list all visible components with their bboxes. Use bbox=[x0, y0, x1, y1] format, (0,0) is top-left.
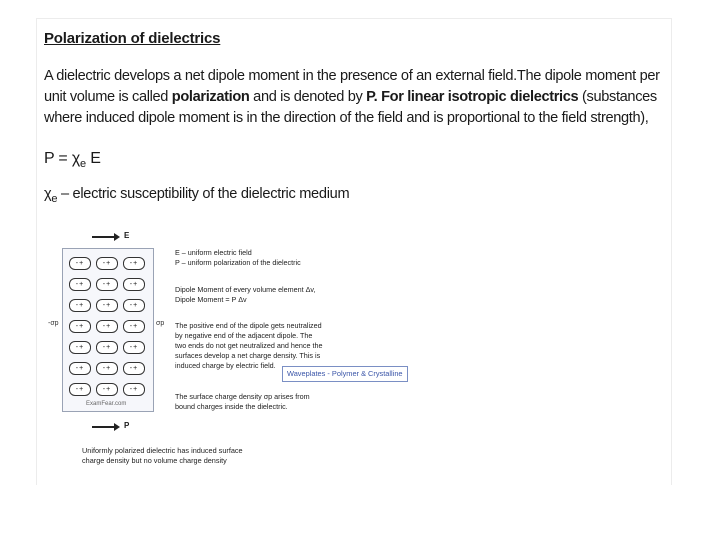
definition-paragraph bbox=[44, 66, 666, 129]
note-surface-1: The surface charge density σp arises from bbox=[175, 392, 310, 401]
dipole-icon: -+ bbox=[69, 257, 91, 270]
polarization-equation bbox=[44, 150, 101, 170]
polarization-arrow-icon bbox=[92, 426, 118, 428]
equation-sub: e bbox=[80, 158, 86, 171]
caption-line-1: Uniformly polarized dielectric has induced surface bbox=[82, 446, 243, 455]
dipole-icon: -+ bbox=[69, 362, 91, 375]
dipole-icon: -+ bbox=[96, 278, 118, 291]
dipole-icon: -+ bbox=[69, 320, 91, 333]
caption-line-2: charge density but no volume charge density bbox=[82, 455, 227, 465]
dipole-icon: -+ bbox=[69, 278, 91, 291]
chi-sub: e bbox=[51, 192, 58, 205]
left-charge-label: -σp bbox=[48, 320, 59, 327]
note-ends-3: two ends do not get neutralized and hence the bbox=[175, 341, 323, 350]
note-ends-2: by negative end of the adjacent dipole. The bbox=[175, 331, 313, 340]
chi-text: – electric susceptibility of the dielectric medium bbox=[57, 186, 350, 202]
equation-lhs: P = χ bbox=[44, 150, 81, 167]
note-ends-4: surfaces develop a net charge density. This is bbox=[175, 351, 321, 360]
equation-rhs: E bbox=[85, 150, 101, 167]
field-arrow-label: E bbox=[124, 231, 130, 240]
note-ends-5: induced charge by electric field. bbox=[175, 361, 276, 370]
right-charge-label: σp bbox=[156, 320, 165, 327]
field-arrow-icon bbox=[92, 236, 118, 238]
note-surface-2: bound charges inside the dielectric. bbox=[175, 402, 288, 411]
polarization-arrow-label: P bbox=[124, 421, 130, 430]
note-dipole-1: Dipole Moment of every volume element Δv, bbox=[175, 285, 316, 294]
dipole-icon: -+ bbox=[96, 341, 118, 354]
dipole-icon: -+ bbox=[69, 299, 91, 312]
dipole-icon: -+ bbox=[123, 383, 145, 396]
watermark: ExamFear.com bbox=[86, 401, 127, 407]
dipole-icon: -+ bbox=[123, 278, 145, 291]
paragraph-bold-linear: P. For linear isotropic dielectrics bbox=[366, 89, 579, 105]
note-dipole-2: Dipole Moment = P Δv bbox=[175, 295, 247, 304]
paragraph-bold-polarization: polarization bbox=[171, 89, 250, 105]
dielectric-slab bbox=[62, 248, 154, 412]
paragraph-text-1: A dielectric develops a net dipole moment in the presence of an external field.The dipole moment per unit volume is called bbox=[44, 68, 660, 105]
dipole-icon: -+ bbox=[123, 341, 145, 354]
figure-caption bbox=[82, 446, 312, 465]
note-polarization: P – uniform polarization of the dielectric bbox=[175, 258, 301, 267]
dipole-icon: -+ bbox=[123, 257, 145, 270]
dipole-icon: -+ bbox=[69, 383, 91, 396]
susceptibility-line bbox=[44, 186, 349, 205]
dipole-icon: -+ bbox=[96, 257, 118, 270]
dipole-icon: -+ bbox=[96, 362, 118, 375]
dipole-icon: -+ bbox=[123, 320, 145, 333]
dipole-icon: -+ bbox=[96, 299, 118, 312]
dipole-icon: -+ bbox=[96, 320, 118, 333]
note-field: E – uniform electric field bbox=[175, 248, 252, 257]
paragraph-text-3: (substances where induced dipole moment is in the direction of the field and is proportional to the field strength), bbox=[44, 89, 657, 126]
dipole-icon: -+ bbox=[123, 299, 145, 312]
page-title: Polarization of dielectrics bbox=[44, 30, 221, 47]
dipole-icon: -+ bbox=[123, 362, 145, 375]
dipole-icon: -+ bbox=[69, 341, 91, 354]
ad-tooltip-link[interactable]: Waveplates - Polymer & Crystalline bbox=[282, 366, 408, 382]
chi-symbol: χ bbox=[44, 186, 52, 202]
note-ends-1: The positive end of the dipole gets neutralized bbox=[175, 321, 322, 330]
dipole-icon: -+ bbox=[96, 383, 118, 396]
paragraph-text-2: and is denoted by bbox=[249, 89, 367, 105]
